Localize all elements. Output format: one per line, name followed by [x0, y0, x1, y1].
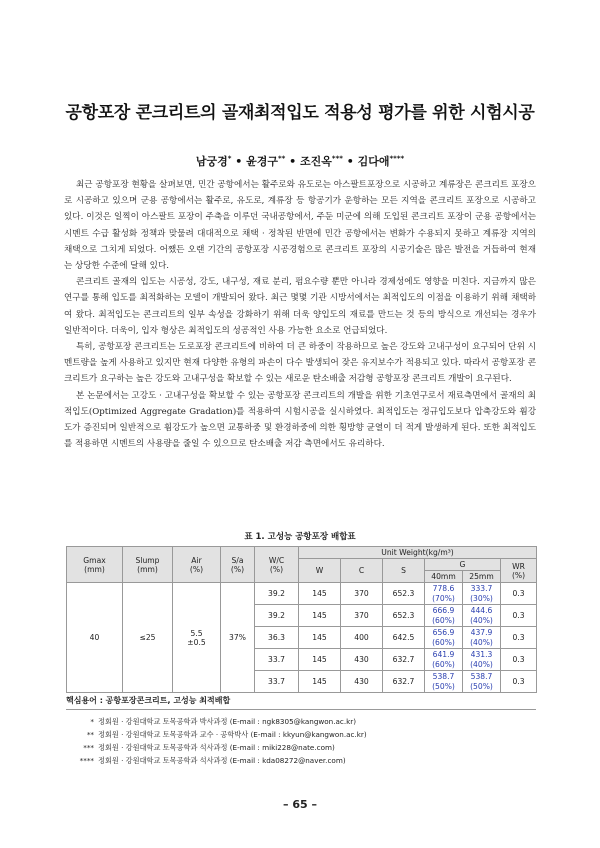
author-line: 남궁경* • 윤경구** • 조진옥*** • 김다애**** — [195, 154, 405, 168]
cell-g25: 444.6 (40%) — [463, 605, 501, 627]
cell-wr: 0.3 — [501, 649, 537, 671]
cell-w: 145 — [299, 627, 341, 649]
cell-c: 400 — [341, 627, 383, 649]
table-caption: 표 1. 고성능 공항포장 배합표 — [244, 532, 356, 542]
cell-g40: 778.6 (70%) — [425, 583, 463, 605]
cell-c: 370 — [341, 583, 383, 605]
header-s: S — [383, 559, 425, 583]
footnote-divider — [66, 709, 536, 710]
cell-s: 632.7 — [383, 671, 425, 693]
footnote: * 정회원 · 강원대학교 토목공학과 박사과정 (E-mail : ngk8305@kangwon.ac.kr) — [90, 717, 357, 726]
cell-slump: ≤25 — [123, 583, 173, 693]
cell-wc: 33.7 — [255, 671, 299, 693]
header-w: W — [299, 559, 341, 583]
cell-c: 430 — [341, 671, 383, 693]
page-number: – 65 – — [283, 798, 317, 811]
header-wc: W/C (%) — [255, 547, 299, 583]
cell-gmax: 40 — [67, 583, 123, 693]
cell-s: 652.3 — [383, 583, 425, 605]
author-mark: **** — [389, 154, 405, 163]
cell-wr: 0.3 — [501, 605, 537, 627]
body-paragraph: 특히, 공항포장 콘크리트는 도로포장 콘크리트에 비하여 더 큰 하중이 작용하므로 높은 강도와 고내구성이 요구되어 단위 시멘트량을 높게 사용하고 있지만 현재 다양한 유형의 파손이 다수 발생되어 잦은 유지보수가 적용되고 있다. 따라서 공항포장 콘크리트가 요구하는 높은 강도와 고내구성을 확보할 수 있는 새로운 탄소배출 저감형 공항포장 콘크리트 개발이 요구된다. — [64, 342, 536, 385]
cell-wc: 33.7 — [255, 649, 299, 671]
author-mark: *** — [331, 154, 343, 163]
cell-wc: 39.2 — [255, 583, 299, 605]
cell-sa: 37% — [221, 583, 255, 693]
cell-g40: 666.9 (60%) — [425, 605, 463, 627]
header-unit-weight: Unit Weight(kg/m³) — [299, 547, 537, 559]
header-air: Air (%) — [173, 547, 221, 583]
paper-title: 공항포장 콘크리트의 골재최적입도 적용성 평가를 위한 시험시공 — [65, 103, 535, 123]
table-row — [67, 583, 537, 605]
cell-g25: 431.3 (40%) — [463, 649, 501, 671]
cell-g40: 641.9 (60%) — [425, 649, 463, 671]
header-sa: S/a (%) — [221, 547, 255, 583]
footnote: **** 정회원 · 강원대학교 토목공학과 석사과정 (E-mail : kda08272@naver.com) — [79, 756, 346, 765]
cell-c: 370 — [341, 605, 383, 627]
header-gmax: Gmax (mm) — [67, 547, 123, 583]
author-name: 조진옥 — [300, 155, 332, 168]
cell-g25: 333.7 (30%) — [463, 583, 501, 605]
cell-wr: 0.3 — [501, 671, 537, 693]
body-paragraph: 콘크리트 골재의 입도는 시공성, 강도, 내구성, 재료 분리, 펌요수량 뿐만 아니라 경제성에도 영향을 미친다. 지금까지 많은 연구를 통해 입도를 최적화하는 모델이 개발되어 왔다. 최근 몇몇 기관 시방서에서는 최적입도의 이점을 이용하기 위해 채택하여 왔다. 최적입도는 콘크리트의 일부 속성을 강화하기 위해 더욱 양입도의 재료를 만드는 것 등의 방식으로 개선되는 경우가 일반적이다. 더욱이, 입자 형상은 최적입도의 성공적인 사용 가능한 요소로 언급되었다. — [64, 277, 536, 336]
abstract-body — [64, 177, 536, 452]
cell-s: 652.3 — [383, 605, 425, 627]
cell-g25: 538.7 (50%) — [463, 671, 501, 693]
cell-g40: 656.9 (60%) — [425, 627, 463, 649]
cell-wr: 0.3 — [501, 583, 537, 605]
mix-proportion-table — [66, 546, 537, 693]
cell-w: 145 — [299, 649, 341, 671]
header-wr: WR (%) — [501, 559, 537, 583]
header-g25: 25mm — [463, 571, 501, 583]
cell-air: 5.5 ±0.5 — [173, 583, 221, 693]
cell-s: 642.5 — [383, 627, 425, 649]
author-name: 김다애 — [357, 155, 390, 168]
keywords: 핵심용어 : 공항포장콘크리트, 고성능 최적배합 — [66, 696, 231, 705]
body-paragraph: 최근 공항포장 현황을 살펴보면, 민간 공항에서는 활주로와 유도로는 아스팔트포장으로 시공하고 계류장은 콘크리트 포장으로 시공하고 있으며 군용 공항에서는 활주로, 유도로, 계류장 등 항공기가 운항하는 모든 지역을 콘크리트 포장으로 시공하고 있다. 이것은 일찍이 아스팔트 포장이 주축을 이루던 국내공항에서, 주둔 미군에 의해 도입된 콘크리트 포장이 군용 공항에서는 시멘트 수급 활성화 정책과 맞물려 대대적으로 채택 · 정착된 반면에 민간 공항에서는 변화가 수용되지 못하고 계류장 지역의 채택으로 그치게 되었다. 어쨌든 오랜 기간의 공항포장 시공경험으로 콘크리트 포장의 시공기술은 많은 발전을 거듭하여 현재는 상당한 수준에 달해 있다. — [64, 180, 536, 272]
cell-c: 430 — [341, 649, 383, 671]
cell-wc: 36.3 — [255, 627, 299, 649]
cell-w: 145 — [299, 605, 341, 627]
author-mark: ** — [278, 154, 286, 163]
cell-w: 145 — [299, 671, 341, 693]
author-name: 윤경구 — [246, 155, 278, 168]
header-g: G — [425, 559, 501, 571]
cell-s: 632.7 — [383, 649, 425, 671]
author-name: 남궁경 — [195, 155, 228, 168]
footnote: *** 정회원 · 강원대학교 토목공학과 석사과정 (E-mail : miki228@nate.com) — [83, 743, 335, 752]
cell-wc: 39.2 — [255, 605, 299, 627]
header-c: C — [341, 559, 383, 583]
body-paragraph: 본 논문에서는 고강도 · 고내구성을 확보할 수 있는 공항포장 콘크리트의 개발을 위한 기초연구로서 재료측면에서 골재의 최적입도(Optimized Aggregate Gradation)를 적용하여 시험시공을 실시하였다. 최적입도는 정규입도보다 압축강도와 휨강도가 증진되며 일반적으로 휨강도가 높으면 교통하중 및 환경하중에 의한 횡방향 균열이 더 적게 발생하게 된다. 또한 최적입도를 적용하면 시멘트의 사용량을 줄일 수 있으므로 탄소배출 저감 측면에서도 유리하다. — [64, 390, 536, 450]
footnote: ** 정회원 · 강원대학교 토목공학과 교수 · 공학박사 (E-mail : kkyun@kangwon.ac.kr) — [86, 730, 367, 739]
cell-wr: 0.3 — [501, 627, 537, 649]
cell-g25: 437.9 (40%) — [463, 627, 501, 649]
cell-g40: 538.7 (50%) — [425, 671, 463, 693]
author-mark: * — [227, 154, 232, 163]
cell-w: 145 — [299, 583, 341, 605]
header-slump: Slump (mm) — [123, 547, 173, 583]
header-g40: 40mm — [425, 571, 463, 583]
